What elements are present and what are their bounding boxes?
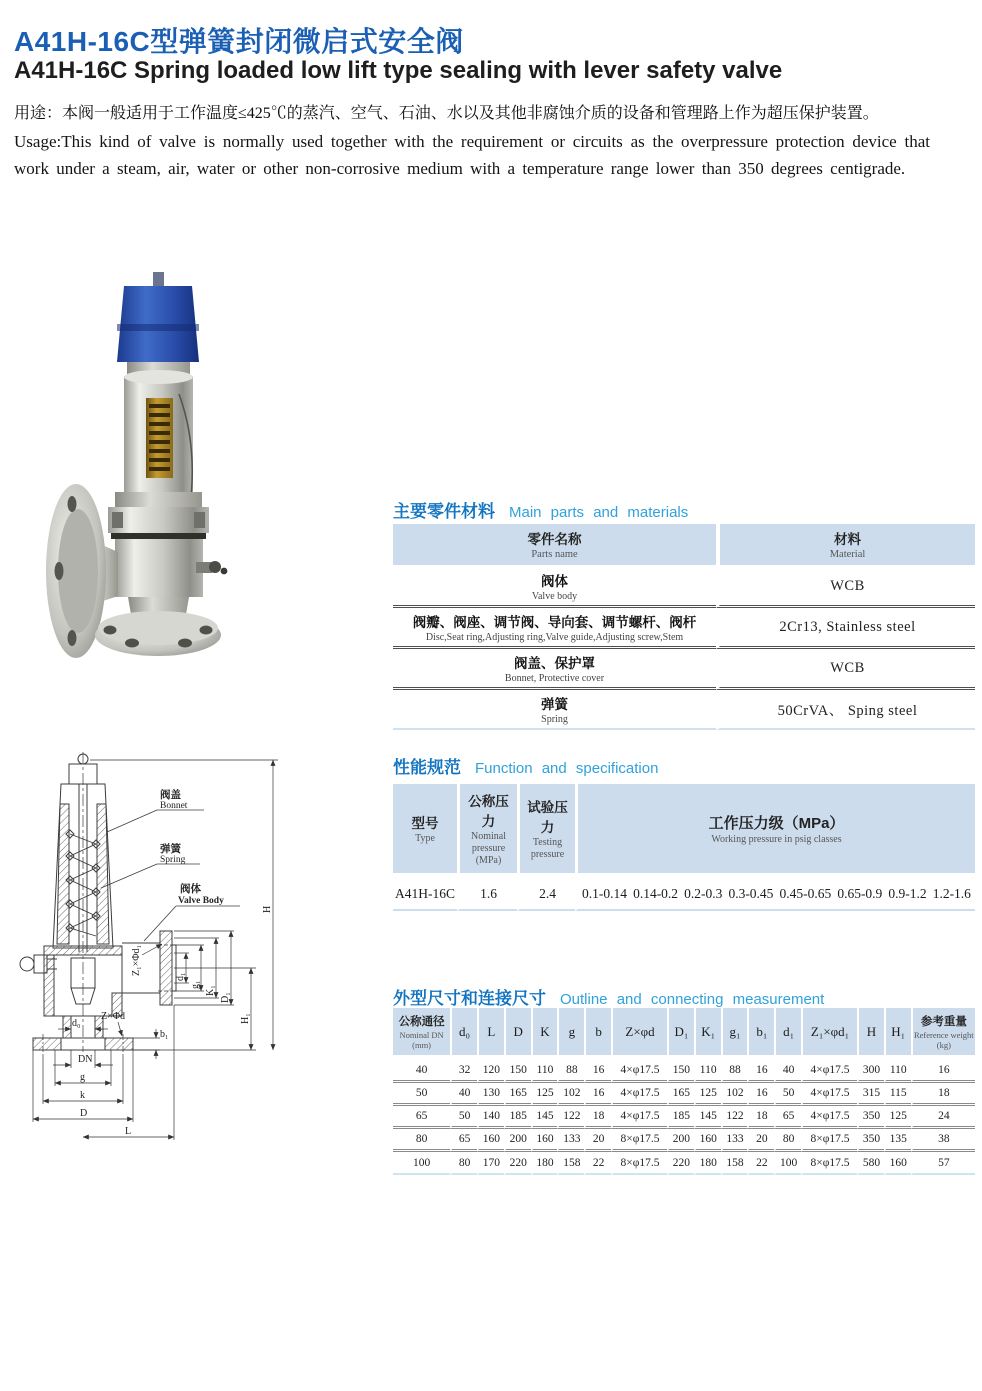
materials-header-row xyxy=(393,524,975,567)
dim-d-label: D xyxy=(80,1108,88,1119)
dim-b1-label: b₁ xyxy=(160,1029,169,1040)
outline-header-row xyxy=(393,1008,975,1060)
part-name-cell xyxy=(393,608,716,649)
outline-cell: 350 xyxy=(857,1129,884,1152)
outline-col-2: D xyxy=(504,1008,531,1060)
part-name-cell xyxy=(393,567,716,608)
outline-col-13: H xyxy=(857,1008,884,1060)
outline-cell: 16 xyxy=(747,1060,774,1083)
outline-cell: 4×φ17.5 xyxy=(611,1083,667,1106)
materials-row xyxy=(393,608,975,649)
outline-cell: 350 xyxy=(857,1106,884,1129)
outline-cell: 88 xyxy=(721,1060,748,1083)
type-header-zh: 型号 xyxy=(411,816,439,831)
outline-cell: 158 xyxy=(557,1152,584,1175)
outline-cell: 38 xyxy=(911,1129,975,1152)
outline-cell: 140 xyxy=(477,1106,504,1129)
usage-text-zh: 用途：本阀一般适用于工作温度≤425℃的蒸汽、空气、石油、水以及其他非腐蚀介质的设备和管理路上作为超压保护装置。 xyxy=(14,105,879,122)
outline-col-10: b₁ xyxy=(747,1008,774,1060)
outline-col-1: L xyxy=(477,1008,504,1060)
outline-cell: 165 xyxy=(667,1083,694,1106)
materials-heading xyxy=(393,497,688,522)
outline-cell: 80 xyxy=(393,1129,450,1152)
outline-cell: 20 xyxy=(747,1129,774,1152)
materials-row xyxy=(393,649,975,690)
materials-col-parts xyxy=(393,524,716,567)
outline-col-weight-zh: 参考重量 xyxy=(920,1015,967,1028)
material-cell: WCB xyxy=(716,567,975,608)
part-name-zh: 阀体 xyxy=(541,574,568,589)
outline-cell: 8×φ17.5 xyxy=(611,1129,667,1152)
outline-col-nominal-zh: 公称通径 xyxy=(398,1015,445,1028)
outline-cell: 65 xyxy=(393,1106,450,1129)
outline-cell: 125 xyxy=(884,1106,911,1129)
outline-cell: 16 xyxy=(584,1060,611,1083)
outline-cell: 165 xyxy=(504,1083,531,1106)
page-title-zh: A41H-16C型弹簧封闭微启式安全阀 xyxy=(14,26,464,57)
outline-cell: 125 xyxy=(694,1083,721,1106)
outline-col-12: Z₁×φd₁ xyxy=(801,1008,857,1060)
valve-drawing-svg xyxy=(8,748,383,1153)
spec-col-type xyxy=(393,784,457,879)
material-header-zh: 材料 xyxy=(834,532,861,547)
outline-cell: 180 xyxy=(531,1152,558,1175)
outline-col-4: g xyxy=(557,1008,584,1060)
part-name-zh: 阀瓣、阀座、调节阀、导向套、调节螺杆、阀杆 xyxy=(412,615,697,630)
outline-table xyxy=(393,1008,975,1175)
outline-cell: 4×φ17.5 xyxy=(611,1060,667,1083)
outline-cell: 40 xyxy=(393,1060,450,1083)
outline-col-6: Z×φd xyxy=(611,1008,667,1060)
outline-cell: 32 xyxy=(450,1060,477,1083)
spec-nominal-cell: 1.6 xyxy=(457,879,517,911)
pressure-class: 0.45-0.65 xyxy=(779,886,832,901)
spec-col-testing xyxy=(517,784,575,879)
outline-cell: 133 xyxy=(557,1129,584,1152)
outline-cell: 4×φ17.5 xyxy=(801,1060,857,1083)
outline-cell: 110 xyxy=(694,1060,721,1083)
part-name-cell xyxy=(393,649,716,690)
outline-heading-zh: 外型尺寸和连接尺寸 xyxy=(393,989,546,1008)
spec-testing-cell: 2.4 xyxy=(517,879,575,911)
outline-cell: 18 xyxy=(747,1106,774,1129)
outline-cell: 24 xyxy=(911,1106,975,1129)
valve-section-art xyxy=(20,752,176,1054)
outline-cell: 145 xyxy=(531,1106,558,1129)
materials-col-material xyxy=(716,524,975,567)
spec-heading-zh: 性能规范 xyxy=(393,758,461,777)
outline-cell: 18 xyxy=(584,1106,611,1129)
usage-text-en: Usage:This kind of valve is normally used together with the requirement or circuits as the overpressure protection device that work under a steam, air, water or other non-corrosive medium with a temperature range lower than 350 degrees centigrade. xyxy=(14,132,930,179)
outline-cell: 130 xyxy=(477,1083,504,1106)
outline-cell: 100 xyxy=(393,1152,450,1175)
outline-row xyxy=(393,1083,975,1106)
outline-cell: 122 xyxy=(721,1106,748,1129)
materials-table-body xyxy=(393,567,975,730)
outline-row xyxy=(393,1129,975,1152)
outline-cell: 580 xyxy=(857,1152,884,1175)
outline-cell: 200 xyxy=(504,1129,531,1152)
outline-cell: 315 xyxy=(857,1083,884,1106)
outline-cell: 22 xyxy=(584,1152,611,1175)
nominal-header-zh: 公称压力 xyxy=(468,794,509,829)
outline-col-5: b xyxy=(584,1008,611,1060)
material-header-en: Material xyxy=(829,549,866,560)
part-name-en: Disc,Seat ring,Adjusting ring,Valve guide,Adjusting screw,Stem xyxy=(425,632,684,643)
valve-photo-svg xyxy=(28,266,278,658)
outline-cell: 40 xyxy=(774,1060,801,1083)
spec-working-cell xyxy=(575,879,975,911)
working-header-zh: 工作压力级（MPa） xyxy=(708,814,845,832)
spring-label-en: Spring xyxy=(160,855,186,865)
outline-cell: 88 xyxy=(557,1060,584,1083)
outline-cell: 200 xyxy=(667,1129,694,1152)
materials-row xyxy=(393,690,975,730)
outline-cell: 122 xyxy=(557,1106,584,1129)
outline-row xyxy=(393,1106,975,1129)
materials-table xyxy=(393,524,975,730)
outline-col-weight xyxy=(911,1008,975,1060)
outline-col-14: H₁ xyxy=(884,1008,911,1060)
outline-cell: 150 xyxy=(667,1060,694,1083)
outline-cell: 8×φ17.5 xyxy=(801,1129,857,1152)
parts-name-header-zh: 零件名称 xyxy=(527,532,582,547)
outline-cell: 50 xyxy=(774,1083,801,1106)
outline-cell: 160 xyxy=(884,1152,911,1175)
pressure-class: 0.2-0.3 xyxy=(684,886,723,901)
outline-col-9: g₁ xyxy=(721,1008,748,1060)
materials-heading-en: Main parts and materials xyxy=(509,504,689,521)
dim-d0-label: d₀ xyxy=(72,1018,81,1029)
outline-cell: 110 xyxy=(884,1060,911,1083)
outline-col-0: d₀ xyxy=(450,1008,477,1060)
outline-cell: 102 xyxy=(557,1083,584,1106)
pressure-class: 0.1-0.14 xyxy=(582,886,627,901)
outline-table-body xyxy=(393,1060,975,1175)
dim-dn-label: DN xyxy=(78,1054,93,1065)
outline-cell: 133 xyxy=(721,1129,748,1152)
outline-cell: 150 xyxy=(504,1060,531,1083)
outline-row xyxy=(393,1152,975,1175)
dim-k-label: k xyxy=(80,1090,85,1101)
type-header-en: Type xyxy=(415,833,435,844)
dim-z1-phi-d1-label: Z₁×Φd₁ xyxy=(131,944,142,976)
outline-cell: 120 xyxy=(477,1060,504,1083)
spec-data-row xyxy=(393,879,975,911)
material-cell: WCB xyxy=(716,649,975,690)
outline-cell: 300 xyxy=(857,1060,884,1083)
outline-col-11: d₁ xyxy=(774,1008,801,1060)
outline-cell: 4×φ17.5 xyxy=(611,1106,667,1129)
outline-cell: 18 xyxy=(911,1083,975,1106)
parts-name-header-en: Parts name xyxy=(531,549,578,560)
outline-cell: 4×φ17.5 xyxy=(801,1106,857,1129)
pressure-class: 0.3-0.45 xyxy=(728,886,774,901)
part-name-en: Bonnet, Protective cover xyxy=(504,673,605,684)
bonnet-label-en: Bonnet xyxy=(160,801,188,811)
spec-header-row xyxy=(393,784,975,879)
outline-col-7: D₁ xyxy=(667,1008,694,1060)
outline-cell: 160 xyxy=(694,1129,721,1152)
page-title-en: A41H-16C Spring loaded low lift type sealing with lever safety valve xyxy=(14,57,783,84)
testing-header-en: Testing pressure xyxy=(530,837,565,860)
outline-cell: 185 xyxy=(667,1106,694,1129)
pressure-class: 0.14-0.2 xyxy=(633,886,679,901)
outline-cell: 115 xyxy=(884,1083,911,1106)
part-name-en: Spring xyxy=(541,714,568,725)
materials-heading-zh: 主要零件材料 xyxy=(393,502,495,521)
dim-g-label: g xyxy=(80,1072,85,1083)
working-pressure-classes xyxy=(582,886,971,902)
body-label-zh: 阀体 xyxy=(180,883,201,895)
dim-d1-label: d₁ xyxy=(175,972,186,981)
dim-h1-label: H₁ xyxy=(240,1013,251,1024)
outline-cell: 125 xyxy=(531,1083,558,1106)
material-cell: 2Cr13, Stainless steel xyxy=(716,608,975,649)
pressure-class: 1.2-1.6 xyxy=(932,886,971,901)
dim-h-label: H xyxy=(262,905,273,913)
outline-cell: 220 xyxy=(667,1152,694,1175)
part-name-en: Valve body xyxy=(531,591,578,602)
outline-cell: 220 xyxy=(504,1152,531,1175)
outline-cell: 57 xyxy=(911,1152,975,1175)
dim-g1-label: g₁ xyxy=(190,980,201,989)
spec-heading-en: Function and specification xyxy=(475,760,659,777)
outline-cell: 80 xyxy=(450,1152,477,1175)
outline-col-8: K₁ xyxy=(694,1008,721,1060)
outline-cell: 65 xyxy=(774,1106,801,1129)
outline-cell: 160 xyxy=(477,1129,504,1152)
valve-photo-art xyxy=(46,272,227,658)
outline-col-nominal xyxy=(393,1008,450,1060)
outline-cell: 4×φ17.5 xyxy=(801,1083,857,1106)
outline-cell: 65 xyxy=(450,1129,477,1152)
outline-cell: 80 xyxy=(774,1129,801,1152)
outline-cell: 20 xyxy=(584,1129,611,1152)
nominal-header-en: Nominal pressure (MPa) xyxy=(471,831,506,866)
dim-k1-label: K₁ xyxy=(205,985,216,996)
outline-cell: 170 xyxy=(477,1152,504,1175)
spec-col-working xyxy=(575,784,975,879)
part-name-zh: 阀盖、保护罩 xyxy=(514,656,595,671)
drawing-part-labels xyxy=(101,788,240,941)
part-name-cell xyxy=(393,690,716,730)
pressure-class: 0.9-1.2 xyxy=(888,886,927,901)
outline-cell: 135 xyxy=(884,1129,911,1152)
pressure-class: 0.65-0.9 xyxy=(837,886,883,901)
outline-cell: 185 xyxy=(504,1106,531,1129)
outline-heading-en: Outline and connecting measurement xyxy=(560,991,825,1008)
outline-cell: 50 xyxy=(393,1083,450,1106)
outline-cell: 158 xyxy=(721,1152,748,1175)
outline-col-weight-en: Reference weight (kg) xyxy=(913,1029,974,1050)
material-cell: 50CrVA、 Sping steel xyxy=(716,690,975,730)
materials-row xyxy=(393,567,975,608)
valve-drawing xyxy=(8,748,383,1153)
outline-cell: 145 xyxy=(694,1106,721,1129)
outline-row xyxy=(393,1060,975,1083)
body-label-en: Valve Body xyxy=(178,896,224,906)
working-header-en: Working pressure in psig classes xyxy=(711,833,842,845)
spec-heading xyxy=(393,753,658,778)
spec-table xyxy=(393,784,975,911)
outline-cell: 16 xyxy=(584,1083,611,1106)
outline-cell: 110 xyxy=(531,1060,558,1083)
dim-z-phi-d-label: Z×Φd xyxy=(101,1011,126,1022)
outline-cell: 40 xyxy=(450,1083,477,1106)
outline-cell: 22 xyxy=(747,1152,774,1175)
bonnet-label-zh: 阀盖 xyxy=(160,789,181,801)
outline-cell: 160 xyxy=(531,1129,558,1152)
valve-photo xyxy=(28,266,278,658)
outline-col-3: K xyxy=(531,1008,558,1060)
dim-l-label: L xyxy=(125,1126,132,1137)
outline-cell: 16 xyxy=(747,1083,774,1106)
outline-heading xyxy=(393,984,824,1009)
outline-cell: 180 xyxy=(694,1152,721,1175)
spec-type-cell: A41H-16C xyxy=(393,879,457,911)
outline-cell: 16 xyxy=(911,1060,975,1083)
outline-col-nominal-en: Nominal DN (mm) xyxy=(399,1029,444,1050)
testing-header-zh: 试验压力 xyxy=(527,800,568,835)
spring-label-zh: 弹簧 xyxy=(160,843,181,855)
outline-cell: 8×φ17.5 xyxy=(801,1152,857,1175)
outline-cell: 100 xyxy=(774,1152,801,1175)
dim-dd1-label: D₁ xyxy=(220,992,231,1003)
part-name-zh: 弹簧 xyxy=(541,697,568,712)
outline-cell: 50 xyxy=(450,1106,477,1129)
spec-col-nominal xyxy=(457,784,517,879)
outline-cell: 8×φ17.5 xyxy=(611,1152,667,1175)
outline-cell: 102 xyxy=(721,1083,748,1106)
